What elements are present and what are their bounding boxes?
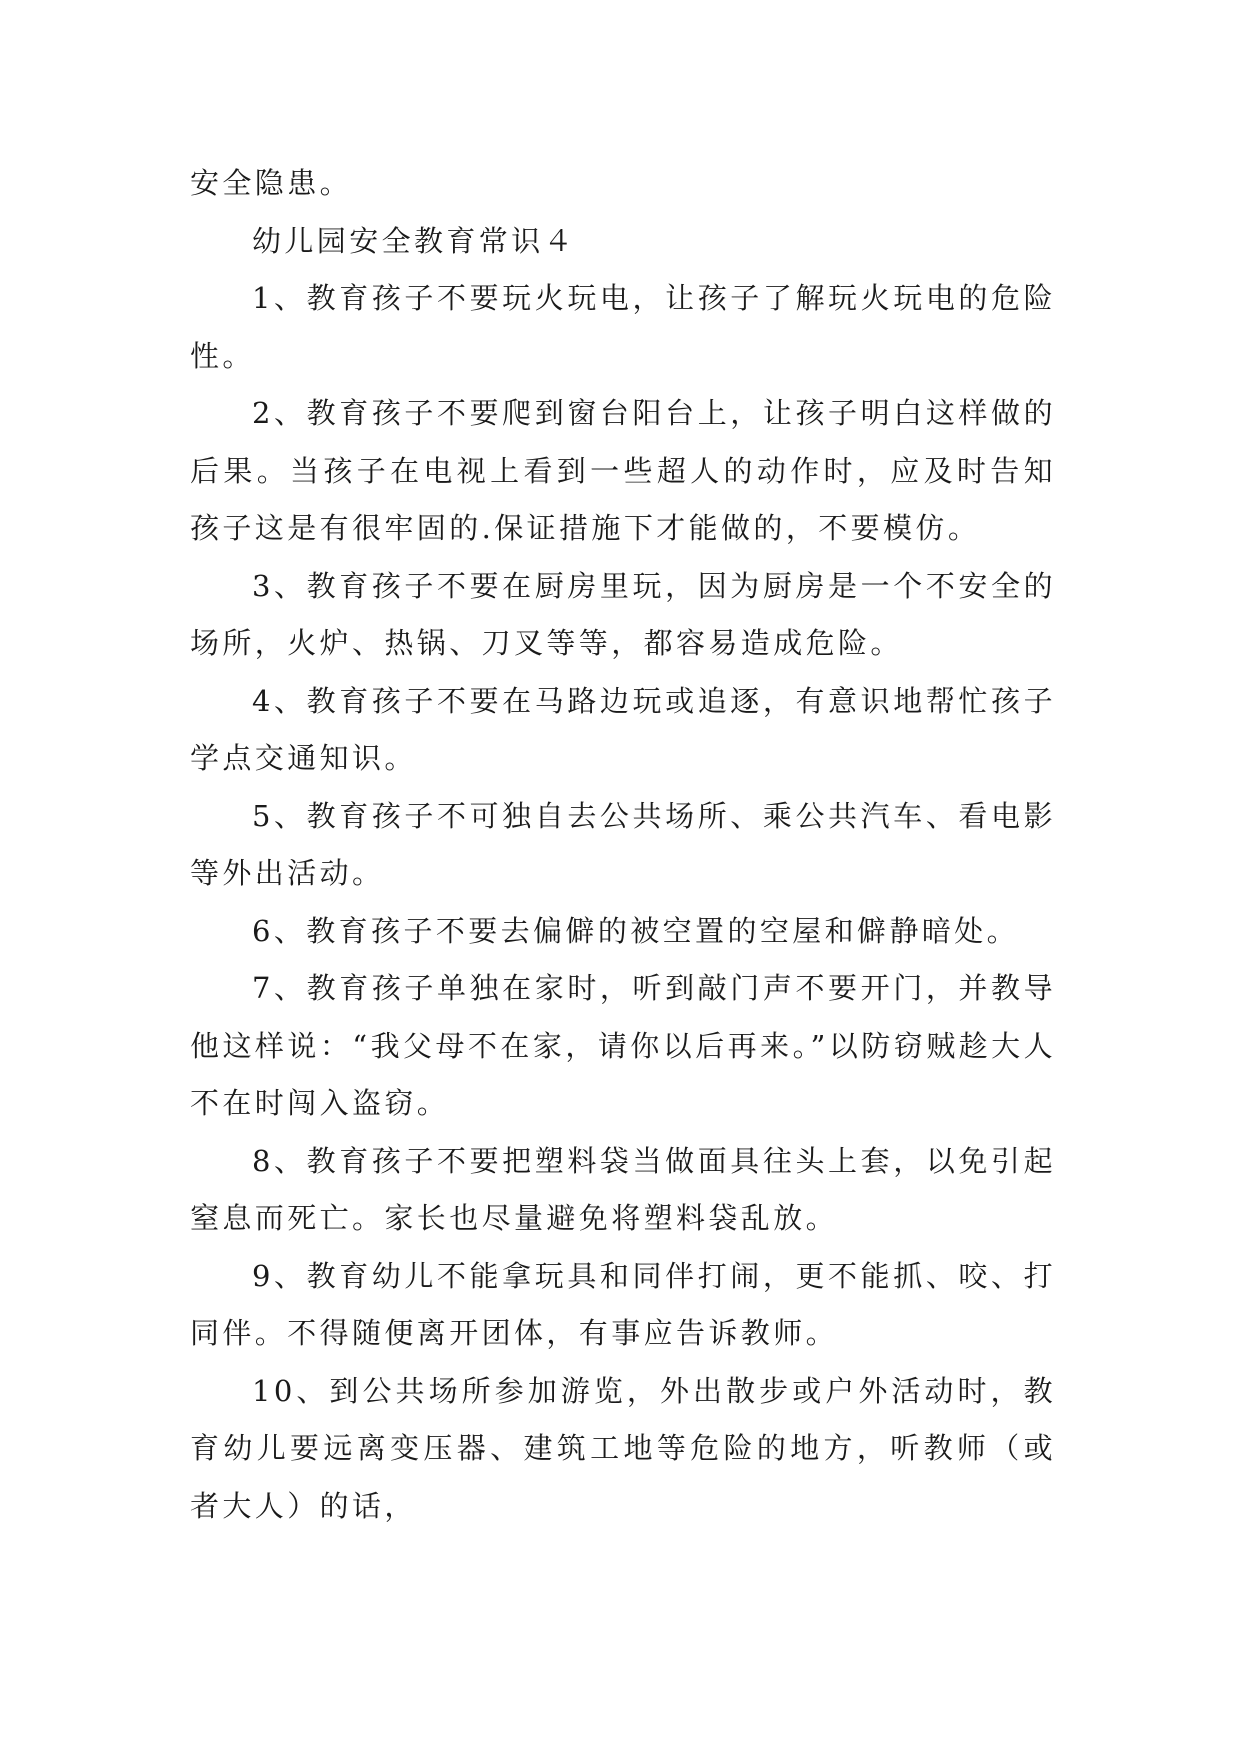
list-item-2: 2、教育孩子不要爬到窗台阳台上，让孩子明白这样做的后果。当孩子在电视上看到一些超人的动作时，应及时告知孩子这是有很牢固的.保证措施下才能做的，不要模仿。 [190, 396, 1056, 545]
paragraph-continuation: 安全隐患。 [190, 166, 353, 200]
list-item-10: 10、到公共场所参加游览，外出散步或户外活动时，教育幼儿要远离变压器、建筑工地等危险的地方，听教师（或者大人）的话， [190, 1373, 1056, 1523]
list-item-4: 4、教育孩子不要在马路边玩或追逐，有意识地帮忙孩子学点交通知识。 [190, 683, 1056, 775]
list-item-6: 6、教育孩子不要去偏僻的被空置的空屋和僻静暗处。 [252, 913, 1020, 948]
section-heading: 幼儿园安全教育常识４ [252, 223, 577, 258]
document-body [190, 155, 1056, 1535]
list-item-3: 3、教育孩子不要在厨房里玩，因为厨房是一个不安全的场所，火炉、热锅、刀叉等等，都容易造成危险。 [190, 568, 1056, 660]
list-item-8: 8、教育孩子不要把塑料袋当做面具往头上套，以免引起窒息而死亡。家长也尽量避免将塑料袋乱放。 [190, 1143, 1056, 1235]
list-item-7: 7、教育孩子单独在家时，听到敲门声不要开门，并教导他这样说：“我父母不在家，请你以后再来。”以防窃贼趁大人不在时闯入盗窃。 [190, 971, 1056, 1120]
list-item-5: 5、教育孩子不可独自去公共场所、乘公共汽车、看电影等外出活动。 [190, 798, 1056, 890]
list-item-1: 1、教育孩子不要玩火玩电，让孩子了解玩火玩电的危险性。 [190, 281, 1056, 373]
list-item-9: 9、教育幼儿不能拿玩具和同伴打闹，更不能抓、咬、打同伴。不得随便离开团体，有事应告诉教师。 [190, 1258, 1056, 1350]
